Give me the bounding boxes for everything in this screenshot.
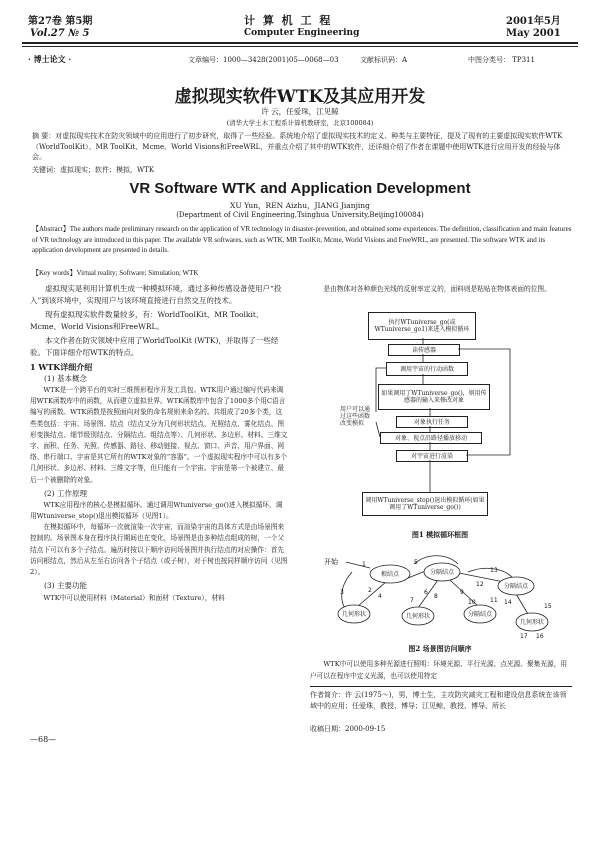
- date-cn: 2001年5月: [506, 16, 561, 27]
- visit-order-4: 4: [378, 593, 382, 600]
- article-no: 文章编号：1000—3428(2001)05—0068—03: [188, 56, 339, 64]
- scene-leaf-geometry-2: 几何形状: [405, 613, 431, 620]
- title-en: VR Software WTK and Application Development: [129, 180, 471, 197]
- issue-cn: 第27卷 第5期: [28, 16, 93, 27]
- visit-order-9: 9: [460, 589, 464, 596]
- paragraph-intro-1: 虚拟现实是利用计算机生成一种模拟环境，通过多种传感设备使用户“投入”到该环境中，实现用户与该环境直接进行自然交互的技术。: [30, 284, 282, 305]
- visit-order-6: 6: [424, 589, 428, 596]
- affil-cn: (清华大学土木工程系计算机教研室，北京100084): [226, 119, 374, 127]
- scene-node-separator-1: 分隔结点: [429, 569, 455, 576]
- paragraph-principle-2: 在模拟循环中，每循环一次就渲染一次宇宙，而渲染宇宙的具体方式是由场景图来控制的。场景图本身在程序执行期间也在变化，场景图是由多种结点组成的树，一个父结点下可以有多个子结点。遍历时按以下顺序访问场景图并执行结点的对应操作：首先访问根结点，然后从左至右访问各个子结点（或子树），对于树也按同样顺序访问（见图2）。: [30, 523, 288, 577]
- visit-order-17: 17: [520, 633, 528, 640]
- issue-en: Vol.27 № 5: [30, 28, 90, 39]
- visit-order-7: 7: [410, 597, 414, 604]
- paragraph-lighting: WTK中可以使用多种光源进行照明：环境光源、平行光源、点光源、聚集光源，用户可以在程序中定义光源，也可以使用特定: [310, 660, 568, 680]
- header-rule: [22, 42, 578, 44]
- flow-box-path: 对象、视点沿路径播放移动: [380, 432, 482, 444]
- doc-code: 文献标识码：A: [360, 56, 408, 64]
- figure-2-scene-graph: [318, 542, 558, 642]
- scene-node-separator-2: 分隔结点: [503, 583, 529, 590]
- right-column-top: [310, 283, 572, 295]
- visit-order-3: 3: [340, 589, 344, 596]
- page-number: —68—: [30, 735, 57, 744]
- affil-en: (Department of Civil Engineering,Tsinghua University,Beijing100084): [176, 211, 424, 219]
- footnote-author: 作者简介：许 云(1975～)，男，博士生，主攻防灾减灾工程和建设信息系统在该领域中的应用；任爱珠，教授、博导；江见鲸，教授、博导、所长: [310, 691, 567, 710]
- visit-order-16: 16: [536, 633, 544, 640]
- visit-order-13: 13: [490, 567, 498, 574]
- title-cn: 虚拟现实软件WTK及其应用开发: [174, 87, 426, 107]
- visit-order-5: 5: [414, 559, 418, 566]
- flow-note-user: 用户可以通过这些函数改变模拟: [340, 396, 372, 436]
- authors-cn: 许 云，任爱珠，江见鲸: [261, 107, 339, 116]
- paragraph-principle-1: WTK应用程序的核心是模拟循环。通过调用Wtuniverse_go()进入模拟循环，调用Wtuniverse_stop()退出模拟循环（见图1）。: [30, 500, 283, 521]
- date-en: May 2001: [506, 28, 561, 39]
- abstract-cn: 摘 要：对虚拟现实技术在防灾领域中的应用进行了初步研究，取得了一些经验。系统地介绍了虚拟现实技术的定义、种类与主要特征，提及了现有的主要虚拟现实软件WTK（WorldToolKit）、MR ToolKit、Mcme、World Visions和FreeWRL，并重点介绍了其中的WTK软件，还详细介绍了作者在课题中使用WTK进行应用开发的经验与体会。: [32, 132, 563, 161]
- subsection-1: (1) 基本概念: [44, 374, 88, 383]
- flow-box-stop: 调用WTuniverse_stop()退出模拟循环(如果调用了WTuniverse_go()): [362, 492, 488, 516]
- scene-leaf-separator: 分隔结点: [467, 611, 493, 618]
- footnote-received: 收稿日期：2000-09-15: [310, 725, 386, 733]
- visit-order-8: 8: [434, 593, 438, 600]
- keywords-cn: 关键词：虚拟现实；软件；模拟，WTK: [32, 166, 155, 174]
- visit-order-15: 15: [544, 603, 552, 610]
- authors-en: XU Yun，REN Aizhu，JIANG Jianjing: [230, 201, 370, 210]
- right-column-bottom: [310, 658, 572, 682]
- scene-leaf-geometry-3: 几何形状: [519, 619, 545, 626]
- visit-order-11: 11: [490, 597, 498, 604]
- scene-node-root: 根结点: [380, 571, 400, 578]
- scene-start-label: 开始: [324, 558, 338, 566]
- visit-order-2: 2: [368, 587, 372, 594]
- figure-1-caption: 图1 模拟循环框图: [411, 530, 469, 539]
- abstract-en: 【Abstract】The authors made preliminary research on the application of VR technology in disaster-prevention, and obtained some experiences. The definition, classification and main features of VR technology are introduced in this paper. The available VR softwares, such as WTK, MR ToolKit, Mcme, World Visions and FreeWRL, are presented. The software WTK and its application development are presented in details.: [32, 225, 572, 254]
- paragraph-material: 是由物体对各种颜色光线的反射率定义的，面料则是粘贴在物体表面的位图。: [323, 285, 551, 293]
- header-rule-thin: [22, 46, 578, 47]
- visit-order-14: 14: [504, 599, 512, 606]
- flow-box-task: 对象执行任务: [396, 416, 468, 428]
- flow-box-start: 执行WTuniverse_go(或WTuniverse_go1)来进入模拟循环: [368, 312, 476, 340]
- flow-box-read-sensor: 读传感器: [388, 344, 460, 356]
- subsection-2: (2) 工作原理: [44, 488, 88, 498]
- scene-leaf-geometry-1: 几何形状: [341, 611, 367, 618]
- class-no: 中图分类号： TP311: [468, 56, 535, 64]
- journal-en: Computer Engineering: [244, 28, 360, 38]
- figure-1-flowchart: [340, 312, 540, 527]
- paragraph-basic-concepts: WTK是一个跨平台的实时三维图形程序开发工具包。WTK用户通过编写代码来调用WTK函数库中的函数，从而建立虚拟世界。WTK函数库中包含了1000多个用C语言编写的函数。WTK函数是按照面向对象的命名规则来命名的。共组成了20多个类，这些类包括：宇宙、场景图、结点（结点又分为几何形状结点、光照结点、雾化结点、图形变换结点、细节级别结点、分隔结点、组结点等）、几何形状、多边形、材料、三维文字、面积、任务、光照、传感器、路径、移动链接、视点、窗口、声音、用户界面、网络、串行端口、宇宙是其它所有的WTK对象的“容器”。一个虚拟现实程序中可以有多个几何形状、多边形、材料、三维文字等，但只能有一个宇宙。宇宙是第一个被建立、最后一个被删除的对象。: [30, 386, 288, 484]
- flow-box-render: 对宇宙进行渲染: [396, 450, 468, 462]
- footnote-rule: [310, 686, 572, 687]
- journal-cn: 计 算 机 工 程: [244, 14, 333, 27]
- visit-order-12: 12: [476, 581, 484, 588]
- paragraph-intro-3: 本文作者在防灾领域中应用了WorldToolKit (WTK)，并取得了一些经验。下面详细介绍WTK的特点。: [30, 336, 279, 357]
- flow-arrows: [340, 312, 540, 527]
- visit-order-10: 10: [468, 599, 476, 606]
- left-column: [30, 283, 288, 604]
- visit-order-1: 1: [362, 561, 366, 568]
- column-label: · 博士论文 ·: [28, 54, 72, 64]
- paragraph-intro-2: 现有虚拟现实软件数量较多，有：WorldToolKit、MR Toolkit、Mcme、World Visions和FreeWRL。: [30, 310, 264, 331]
- paragraph-functions: WTK中可以使用材料（Material）和面材（Texture），材料: [43, 594, 225, 603]
- flow-box-action: 调用宇宙的行动函数: [386, 362, 468, 376]
- flow-box-update: 如果调用了WTuniverse_go()，则用传感器的输入来修改对象: [378, 384, 490, 410]
- figure-2-caption: 图2 场景图访问顺序: [408, 644, 472, 653]
- section-heading-1: 1 WTK详细介绍: [30, 362, 93, 372]
- keywords-en: 【Key words】Virtual reality; Software; Simulation; WTK: [32, 269, 199, 277]
- subsection-3: (3) 主要功能: [44, 581, 88, 591]
